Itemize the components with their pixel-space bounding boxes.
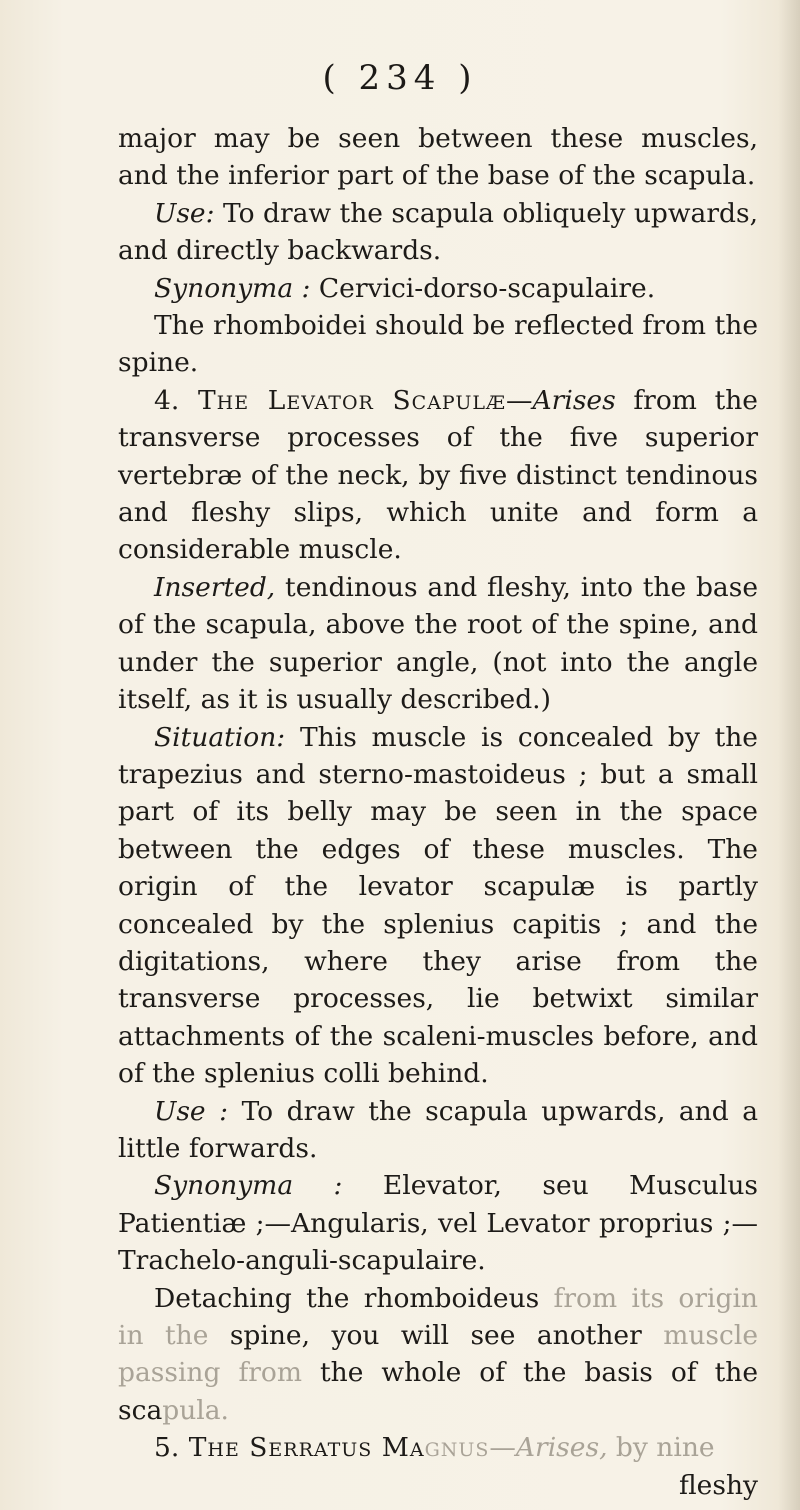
paragraph-note — [118, 307, 758, 382]
page-body — [118, 120, 758, 1504]
muscle-name: The Serratus — [179, 1432, 382, 1464]
faded-text: from its origin in the — [118, 1282, 758, 1351]
faded-text: by nine — [607, 1432, 715, 1464]
paragraph-text: Elevator, seu Musculus Patientiæ ;—Angularis, vel Levator proprius ;—Trachelo-anguli-scapulaire. — [118, 1170, 758, 1277]
paragraph-synonyma — [118, 270, 758, 307]
paragraph-label: Use: — [154, 197, 215, 229]
paragraph-continuation — [118, 120, 758, 195]
muscle-name: Ma — [381, 1432, 425, 1464]
paragraph-label: Inserted, — [154, 571, 276, 603]
section-number: 4. — [154, 384, 180, 416]
faded-text: gnus — [424, 1432, 490, 1464]
paragraph-label: Synonyma : — [154, 272, 311, 304]
paragraph-text: To draw the scapula upwards, and a little forwards. — [118, 1095, 759, 1164]
paragraph-text: Cervici-dorso-scapulaire. — [310, 272, 656, 304]
faded-text: pula. — [162, 1394, 229, 1426]
paragraph-inserted — [118, 569, 758, 719]
paragraph-serratus — [118, 1429, 758, 1466]
paragraph-text: the whole of the basis of the sca — [118, 1357, 758, 1426]
page-edge-shadow — [778, 0, 800, 1510]
paragraph-text: spine, you will see another — [208, 1320, 664, 1351]
paragraph-text: To draw the scapula obliquely upwards, and directly backwards. — [118, 197, 758, 267]
paragraph-label: Situation: — [154, 721, 286, 753]
paragraph-label: Use : — [154, 1095, 229, 1127]
catchword-line — [118, 1467, 758, 1504]
paragraph-situation — [118, 719, 758, 1093]
paragraph-label: Arises — [532, 384, 616, 416]
dash: — — [506, 384, 533, 416]
muscle-name: The Levator Scapulæ — [179, 384, 507, 416]
paragraph-text: major may be seen between these muscles, and the inferior part of the base of the scapula. — [118, 123, 758, 192]
paragraph-levator-scapulae — [118, 382, 758, 569]
paragraph-text: Detaching the rhomboideus — [154, 1282, 554, 1314]
paragraph-use-2 — [118, 1093, 758, 1168]
paragraph-label: Arises, — [515, 1432, 608, 1464]
paragraph-detaching — [118, 1280, 758, 1430]
dash: — — [489, 1432, 516, 1464]
paragraph-synonyma-2 — [118, 1167, 758, 1279]
paragraph-text: This muscle is concealed by the trapezius and sterno-mastoideus ; but a small part of its belly may be seen in the space between the edges of these muscles. The origin of the levator scapulæ is partly concealed by the splenius capitis ; and the digitations, where they arise from the transverse processes, lie betwixt similar attachments of the scaleni-muscles before, and of the splenius colli behind. — [118, 721, 758, 1090]
paragraph-label: Synonyma : — [154, 1170, 343, 1202]
paragraph-text: from the transverse processes of the five superior vertebræ of the neck, by five distinct tendinous and fleshy slips, which unite and form a considerable muscle. — [118, 384, 758, 566]
faded-text: muscle passing from — [118, 1320, 758, 1389]
paragraph-use — [118, 195, 758, 270]
catchword: fleshy — [679, 1469, 758, 1501]
page-number: ( 234 ) — [322, 58, 478, 98]
paragraph-text: tendinous and fleshy, into the base of the scapula, above the root of the spine, and under the superior angle, (not into the angle itself, as it is usually described.) — [118, 571, 758, 716]
paragraph-text: The rhomboidei should be reflected from the spine. — [118, 310, 758, 379]
section-number: 5. — [154, 1432, 180, 1464]
